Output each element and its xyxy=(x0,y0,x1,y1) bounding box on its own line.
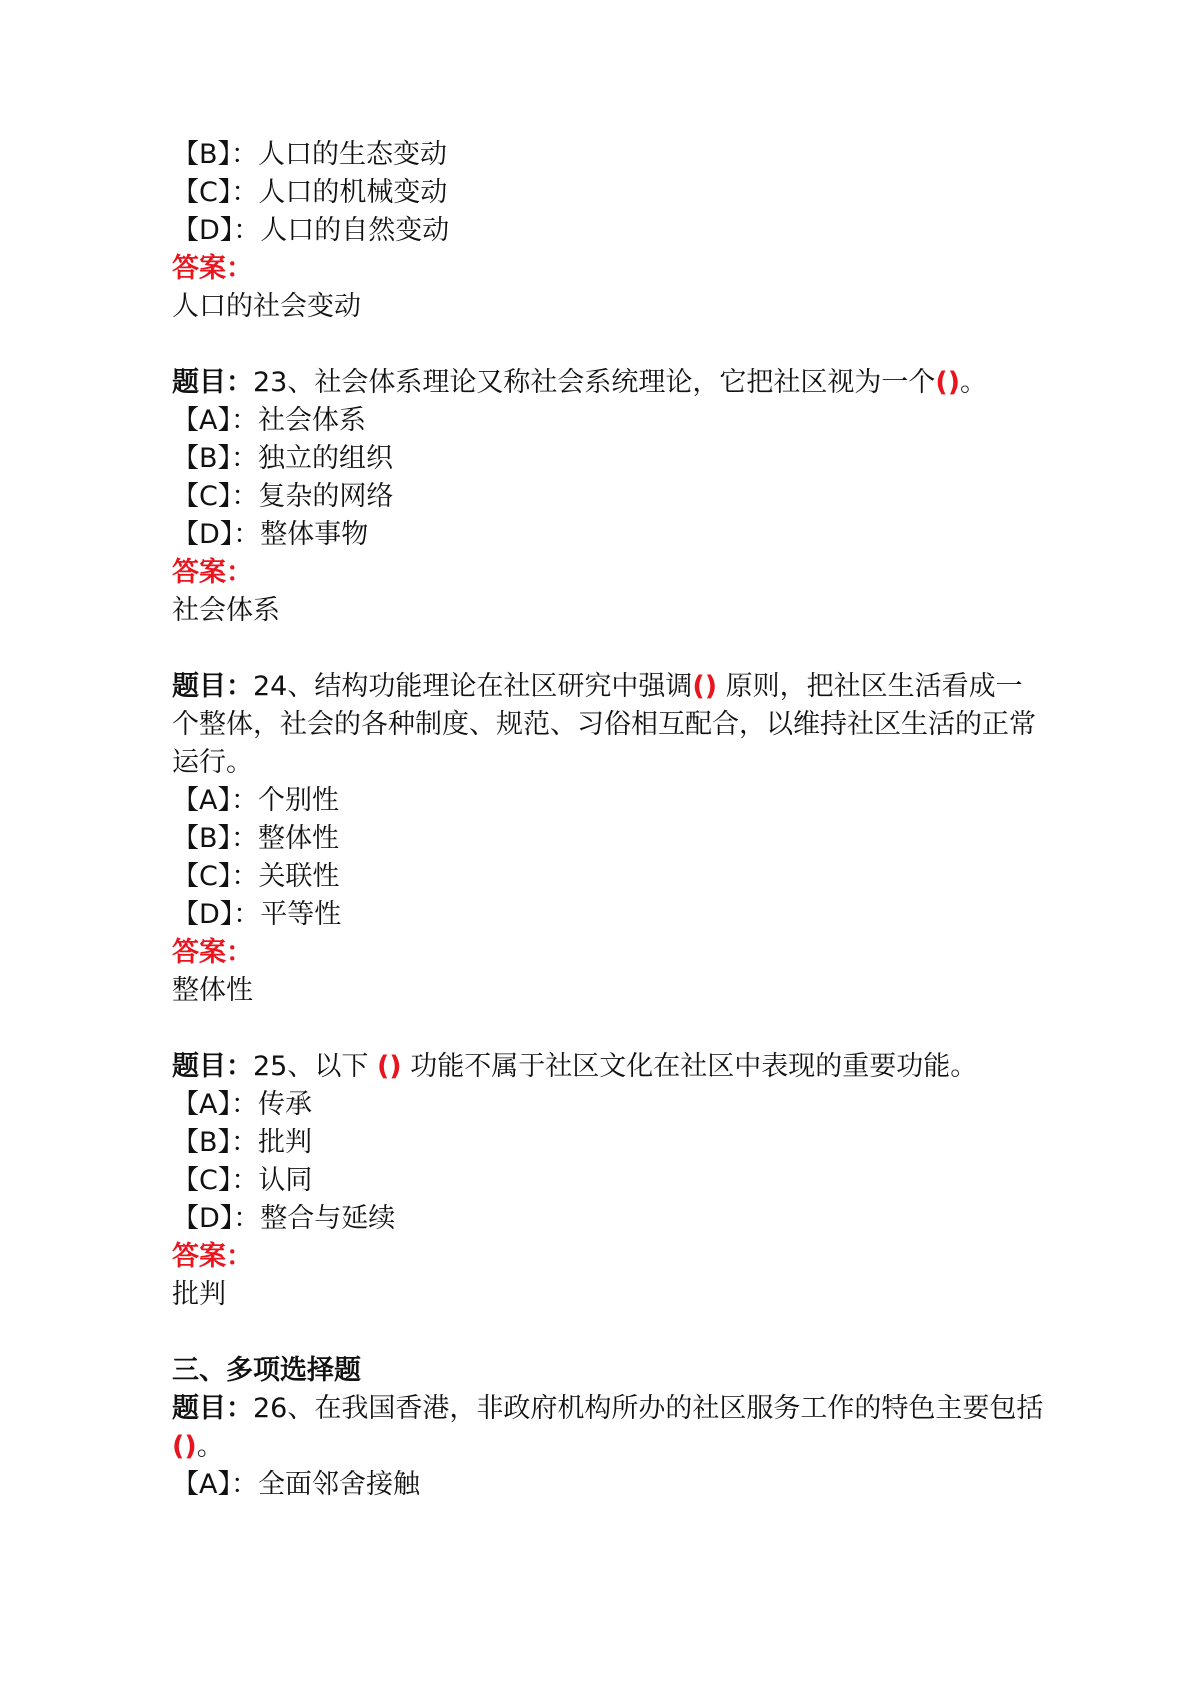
answer-label: 答案： xyxy=(172,1241,253,1272)
option-d: 【D】：整体事物 xyxy=(172,519,369,550)
question-label: 题目： xyxy=(172,367,253,398)
blank: () xyxy=(692,671,718,702)
question-24-line3: 运行。 xyxy=(172,747,253,778)
option-b: 【B】：人口的生态变动 xyxy=(172,139,448,170)
option-d: 【D】：人口的自然变动 xyxy=(172,215,450,246)
option-c: 【C】：关联性 xyxy=(172,861,340,892)
question-25: 题目：25、以下 () 功能不属于社区文化在社区中表现的重要功能。 xyxy=(172,1051,978,1082)
answer-text: 整体性 xyxy=(172,975,253,1006)
option-b: 【B】：整体性 xyxy=(172,823,340,854)
answer-label: 答案： xyxy=(172,557,253,588)
option-b: 【B】：批判 xyxy=(172,1127,313,1158)
option-c: 【C】：人口的机械变动 xyxy=(172,177,448,208)
answer-text: 社会体系 xyxy=(172,595,280,626)
answer-label: 答案： xyxy=(172,937,253,968)
question-26-line2: ()。 xyxy=(172,1431,224,1462)
option-b: 【B】：独立的组织 xyxy=(172,443,394,474)
blank: () xyxy=(935,367,961,398)
option-a: 【A】：传承 xyxy=(172,1089,312,1120)
blank: () xyxy=(172,1431,197,1462)
option-c: 【C】：复杂的网络 xyxy=(172,481,394,512)
question-label: 题目： xyxy=(172,671,253,702)
question-24-line2: 个整体，社会的各种制度、规范、习俗相互配合，以维持社区生活的正常 xyxy=(172,709,1036,740)
document-page xyxy=(172,136,1092,1504)
option-a: 【A】：社会体系 xyxy=(172,405,366,436)
answer-label: 答案： xyxy=(172,253,253,284)
question-24: 题目：24、结构功能理论在社区研究中强调() 原则，把社区生活看成一 xyxy=(172,671,1023,702)
question-23: 题目：23、社会体系理论又称社会系统理论，它把社区视为一个()。 xyxy=(172,367,988,398)
question-label: 题目： xyxy=(172,1051,253,1082)
question-26: 题目：26、在我国香港，非政府机构所办的社区服务工作的特色主要包括 xyxy=(172,1393,1044,1424)
option-d: 【D】：平等性 xyxy=(172,899,342,930)
option-c: 【C】：认同 xyxy=(172,1165,313,1196)
answer-text: 人口的社会变动 xyxy=(172,291,361,322)
answer-text: 批判 xyxy=(172,1279,226,1310)
question-label: 题目： xyxy=(172,1393,253,1424)
blank: () xyxy=(376,1051,402,1082)
option-a: 【A】：全面邻舍接触 xyxy=(172,1469,420,1500)
option-a: 【A】：个别性 xyxy=(172,785,339,816)
option-d: 【D】：整合与延续 xyxy=(172,1203,396,1234)
section-title: 三、多项选择题 xyxy=(172,1355,361,1386)
